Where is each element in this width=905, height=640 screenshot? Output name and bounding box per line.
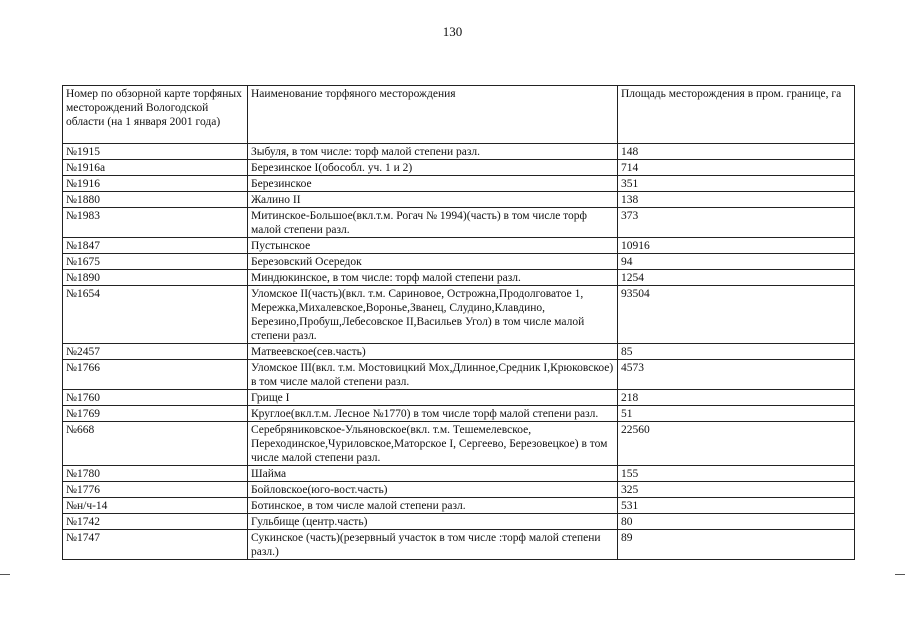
right-edge-mark [895,574,905,575]
cell-deposit-name: Матвеевское(сев.часть) [248,344,618,360]
table-row [63,238,855,254]
table-row [63,390,855,406]
table-row [63,514,855,530]
header-deposit-number: Номер по обзорной карте торфяных месторождений Вологодской области (на 1 января 2001 года) [63,86,248,144]
cell-deposit-area: 325 [618,482,855,498]
cell-deposit-number: №1766 [63,360,248,390]
cell-deposit-number: №1675 [63,254,248,270]
cell-deposit-name: Ботинское, в том числе малой степени разл. [248,498,618,514]
cell-deposit-number: №1915 [63,144,248,160]
cell-deposit-area: 51 [618,406,855,422]
cell-deposit-number: №1654 [63,286,248,344]
cell-deposit-area: 155 [618,466,855,482]
table-row [63,482,855,498]
table-row [63,192,855,208]
table-row [63,360,855,390]
cell-deposit-number: №1916а [63,160,248,176]
cell-deposit-area: 351 [618,176,855,192]
cell-deposit-number: №1742 [63,514,248,530]
table-row [63,270,855,286]
cell-deposit-area: 10916 [618,238,855,254]
cell-deposit-name: Круглое(вкл.т.м. Лесное №1770) в том числе торф малой степени разл. [248,406,618,422]
table-row [63,422,855,466]
cell-deposit-name: Грище I [248,390,618,406]
cell-deposit-area: 373 [618,208,855,238]
cell-deposit-name: Березинское I(обособл. уч. 1 и 2) [248,160,618,176]
cell-deposit-number: №2457 [63,344,248,360]
cell-deposit-number: №1880 [63,192,248,208]
cell-deposit-area: 22560 [618,422,855,466]
cell-deposit-area: 218 [618,390,855,406]
cell-deposit-area: 531 [618,498,855,514]
cell-deposit-area: 4573 [618,360,855,390]
cell-deposit-name: Шайма [248,466,618,482]
cell-deposit-number: №668 [63,422,248,466]
cell-deposit-area: 1254 [618,270,855,286]
cell-deposit-name: Митинское-Большое(вкл.т.м. Рогач № 1994)(часть) в том числе торф малой степени разл. [248,208,618,238]
table-row [63,406,855,422]
cell-deposit-name: Гульбище (центр.часть) [248,514,618,530]
table-row [63,466,855,482]
cell-deposit-name: Уломское II(часть)(вкл. т.м. Сариновое, Острожна,Продолговатое 1, Мережка,Михалевское,Воронье,Званец, Слудино,Клавдино, Березино,Пробуш,Лебесовское II,Васильев Угол) в том числе малой степени разл. [248,286,618,344]
table-row [63,176,855,192]
cell-deposit-number: №1747 [63,530,248,560]
table-row [63,344,855,360]
cell-deposit-name: Бойловское(юго-вост.часть) [248,482,618,498]
cell-deposit-name: Уломское III(вкл. т.м. Мостовицкий Мох,Длинное,Средник I,Крюковское) в том числе малой степени разл. [248,360,618,390]
table-row [63,254,855,270]
cell-deposit-number: №1847 [63,238,248,254]
cell-deposit-number: №1916 [63,176,248,192]
cell-deposit-name: Сукинское (часть)(резервный участок в том числе :торф малой степени разл.) [248,530,618,560]
table-row [63,144,855,160]
page-number: 130 [442,24,463,39]
header-deposit-name: Наименование торфяного месторождения [248,86,618,144]
table-row [63,208,855,238]
left-edge-mark [0,574,10,575]
table-row [63,286,855,344]
cell-deposit-area: 93504 [618,286,855,344]
table-row [63,530,855,560]
peat-deposits-table [62,85,855,560]
table-row [63,498,855,514]
table-header-row [63,86,855,144]
cell-deposit-number: №1776 [63,482,248,498]
header-deposit-area: Площадь месторождения в пром. границе, га [618,86,855,144]
cell-deposit-number: №1769 [63,406,248,422]
cell-deposit-area: 714 [618,160,855,176]
cell-deposit-area: 85 [618,344,855,360]
table-body [63,144,855,560]
cell-deposit-number: №1890 [63,270,248,286]
cell-deposit-area: 148 [618,144,855,160]
cell-deposit-name: Зыбуля, в том числе: торф малой степени разл. [248,144,618,160]
cell-deposit-area: 94 [618,254,855,270]
cell-deposit-name: Березовский Осередок [248,254,618,270]
cell-deposit-name: Миндюкинское, в том числе: торф малой степени разл. [248,270,618,286]
cell-deposit-name: Пустынское [248,238,618,254]
cell-deposit-number: №1780 [63,466,248,482]
cell-deposit-name: Березинское [248,176,618,192]
cell-deposit-area: 80 [618,514,855,530]
cell-deposit-number: №1760 [63,390,248,406]
table-row [63,160,855,176]
cell-deposit-name: Жалино II [248,192,618,208]
cell-deposit-area: 89 [618,530,855,560]
cell-deposit-number: №1983 [63,208,248,238]
cell-deposit-name: Серебряниковское-Ульяновское(вкл. т.м. Тешемелевское, Переходинское,Чуриловское,Маторское I, Сергеево, Березовецкое) в том числе малой степени разл. [248,422,618,466]
cell-deposit-area: 138 [618,192,855,208]
cell-deposit-number: №н/ч-14 [63,498,248,514]
